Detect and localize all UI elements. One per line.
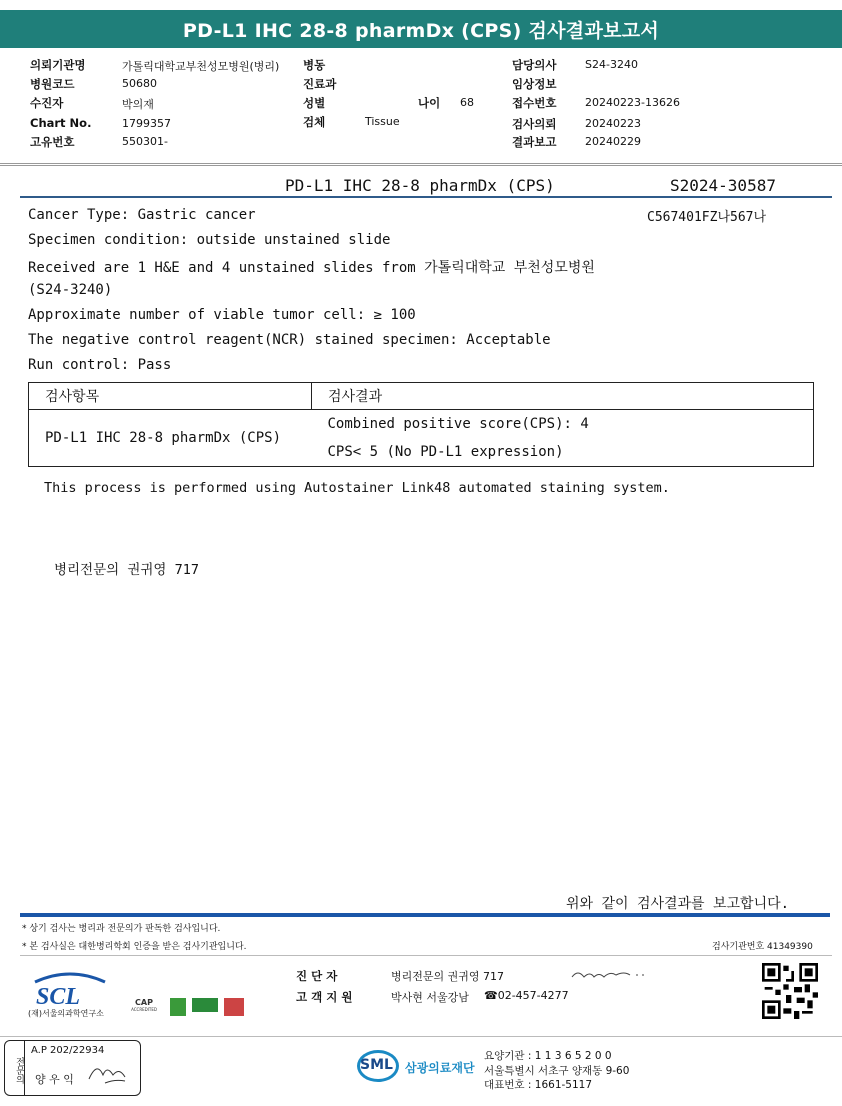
diag-label: 진 단 자 bbox=[296, 969, 338, 983]
code-value: 50680 bbox=[122, 77, 157, 90]
cert-logo-3 bbox=[192, 998, 218, 1012]
cs-phone: ☎02-457-4277 bbox=[484, 989, 569, 1002]
recv-value: 박의재 bbox=[122, 98, 154, 111]
result-table bbox=[28, 382, 814, 467]
rep-value: 20240229 bbox=[585, 135, 641, 148]
uid-value: 550301- bbox=[122, 135, 168, 148]
age-value: 68 bbox=[460, 96, 474, 109]
test-name: PD-L1 IHC 28-8 pharmDx (CPS) bbox=[285, 176, 555, 195]
scl-text: SCL bbox=[36, 984, 81, 1008]
inst-label: 의뢰기관명 bbox=[30, 58, 86, 72]
stamp-side-label: 전문의 bbox=[5, 1041, 25, 1095]
uid-label: 고유번호 bbox=[30, 135, 75, 149]
result-interpretation: CPS< 5 (No PD-L1 expression) bbox=[327, 444, 564, 460]
body-line: Approximate number of viable tumor cell: ≥ 100 bbox=[28, 307, 416, 323]
footer-note-2: * 본 검사실은 대한병리학회 인증을 받은 검사기관입니다. bbox=[22, 942, 247, 952]
cert-logo-2 bbox=[170, 998, 186, 1016]
report-title: PD-L1 IHC 28-8 pharmDx (CPS) 검사결과보고서 bbox=[182, 19, 660, 42]
report-number: S2024-30587 bbox=[670, 176, 776, 195]
footer-note-1: * 상기 검사는 병리과 전문의가 판독한 검사입니다. bbox=[22, 924, 221, 934]
ref-code: C567401FZ나567나 bbox=[647, 210, 767, 225]
stamp-number: A.P 202/22934 bbox=[31, 1045, 105, 1056]
closing-statement: 위와 같이 검사결과를 보고합니다. bbox=[566, 896, 790, 912]
pathologist-sign: 병리전문의 권귀영 717 bbox=[54, 562, 199, 578]
signature bbox=[570, 965, 660, 983]
diag-value: 병리전문의 권귀영 717 bbox=[391, 970, 504, 983]
stamp-signature bbox=[85, 1059, 135, 1089]
title-underline bbox=[20, 196, 832, 198]
sml-logo: SML bbox=[360, 1057, 393, 1073]
rep-label: 결과보고 bbox=[512, 135, 557, 149]
sml-name: 삼광의료재단 bbox=[405, 1061, 475, 1075]
bottom-divider bbox=[0, 1036, 842, 1037]
test-item: PD-L1 IHC 28-8 pharmDx (CPS) bbox=[29, 410, 312, 467]
spec-label: 검체 bbox=[303, 115, 326, 129]
scl-arc bbox=[35, 974, 105, 982]
sex-label: 성별 bbox=[303, 96, 326, 110]
body-line: Cancer Type: Gastric cancer bbox=[28, 207, 256, 223]
report-title-banner bbox=[0, 10, 842, 48]
doctor-value: S24-3240 bbox=[585, 58, 638, 71]
accno-label: 접수번호 bbox=[512, 96, 557, 110]
cap-logo bbox=[124, 998, 164, 1016]
chart-label: Chart No. bbox=[30, 116, 92, 130]
stamp-name: 양 우 익 bbox=[35, 1073, 74, 1086]
cert-logo-4 bbox=[224, 998, 244, 1016]
cap-sub: ACCREDITED bbox=[131, 1007, 157, 1012]
inst-value: 가톨릭대학교부천성모병원(병리) bbox=[122, 60, 280, 73]
col1-header: 검사항목 bbox=[29, 383, 312, 410]
process-note: This process is performed using Autostainer Link48 automated staining system. bbox=[44, 480, 670, 496]
footer-bar bbox=[20, 913, 830, 917]
accno-value: 20240223-13626 bbox=[585, 96, 680, 109]
chart-value: 1799357 bbox=[122, 117, 171, 130]
header-divider bbox=[0, 163, 842, 166]
footer-divider bbox=[20, 955, 832, 956]
scl-logo bbox=[30, 968, 110, 1008]
recv-label: 수진자 bbox=[30, 96, 64, 110]
sml-line-3: 대표번호 : 1661-5117 bbox=[484, 1079, 593, 1091]
institution-number: 검사기관번호 41349390 bbox=[712, 942, 813, 952]
result-cps: Combined positive score(CPS): 4 bbox=[327, 416, 589, 432]
code-label: 병원코드 bbox=[30, 77, 75, 91]
ward-label: 병동 bbox=[303, 58, 326, 72]
body-line: Specimen condition: outside unstained slide bbox=[28, 232, 391, 248]
cap-text: CAP bbox=[135, 998, 153, 1007]
clinical-label: 임상정보 bbox=[512, 77, 557, 91]
body-line: The negative control reagent(NCR) stained specimen: Acceptable bbox=[28, 332, 551, 348]
cs-label: 고 객 지 원 bbox=[296, 990, 353, 1004]
body-line: Received are 1 H&E and 4 unstained slides from 가톨릭대학교 부천성모병원 bbox=[28, 260, 595, 276]
col2-header: 검사결과 bbox=[312, 383, 814, 410]
req-label: 검사의뢰 bbox=[512, 117, 557, 131]
dept-label: 진료과 bbox=[303, 77, 337, 91]
specialist-stamp bbox=[4, 1040, 141, 1096]
age-label: 나이 bbox=[418, 96, 441, 110]
spec-value: Tissue bbox=[365, 115, 400, 128]
doctor-label: 담당의사 bbox=[512, 58, 557, 72]
sml-line-1: 요양기관 : 1 1 3 6 5 2 0 0 bbox=[484, 1050, 612, 1062]
sml-line-2: 서울특별시 서초구 양재동 9-60 bbox=[484, 1065, 630, 1077]
req-value: 20240223 bbox=[585, 117, 641, 130]
body-line: Run control: Pass bbox=[28, 357, 172, 373]
body-line: (S24-3240) bbox=[28, 282, 113, 298]
qr-code bbox=[762, 963, 818, 1019]
scl-name: (재)서울의과학연구소 bbox=[28, 1009, 104, 1018]
cs-value: 박사현 서울강남 bbox=[391, 991, 469, 1004]
